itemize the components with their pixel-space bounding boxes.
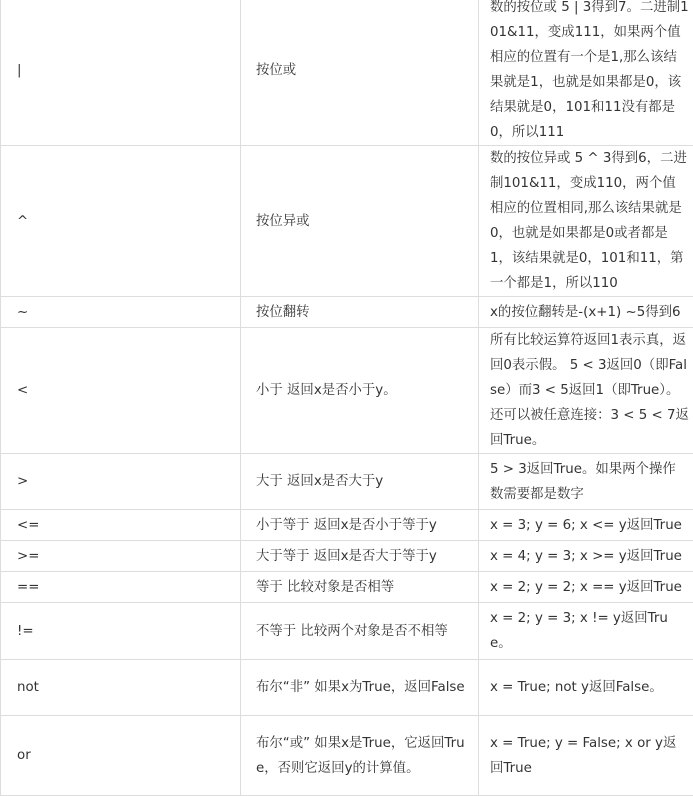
table-row [1,328,693,454]
description-cell: 布尔“非” 如果x为True，返回False [241,660,479,716]
table-row [1,572,693,603]
table-row [1,541,693,572]
table-row [1,603,693,660]
description-cell: 大于 返回x是否大于y [241,454,479,510]
description-cell: 小于等于 返回x是否小于等于y [241,510,479,541]
example-cell: x = 3; y = 6; x <= y返回True [479,510,693,541]
operator-cell: ~ [1,297,241,328]
description-cell: 不等于 比较两个对象是否不相等 [241,603,479,660]
description-cell: 等于 比较对象是否相等 [241,572,479,603]
example-cell: x = 4; y = 3; x >= y返回True [479,541,693,572]
table-row [1,510,693,541]
description-cell: 大于等于 返回x是否大于等于y [241,541,479,572]
operator-cell: <= [1,510,241,541]
example-cell: x = True; not y返回False。 [479,660,693,716]
table-row [1,297,693,328]
operator-cell: or [1,716,241,796]
description-cell: 布尔“或” 如果x是True，它返回True，否则它返回y的计算值。 [241,716,479,796]
operator-cell: | [1,0,241,146]
operator-cell: != [1,603,241,660]
table-row [1,146,693,297]
example-cell: 数的按位异或 5 ^ 3得到6，二进制101&11，变成110，两个值相应的位置相同,那么该结果就是0，也就是如果都是0或者都是1，该结果就是0，101和11，第一个都是1，所以110 [479,146,693,297]
operator-cell: not [1,660,241,716]
example-cell: x的按位翻转是-(x+1) ~5得到6 [479,297,693,328]
description-cell: 按位翻转 [241,297,479,328]
example-cell: 数的按位或 5 | 3得到7。二进制101&11，变成111，如果两个值相应的位置有一个是1,那么该结果就是1，也就是如果都是0，该结果就是0，101和11没有都是0，所以111 [479,0,693,146]
description-cell: 按位或 [241,0,479,146]
example-cell: x = 2; y = 2; x == y返回True [479,572,693,603]
table-row [1,0,693,146]
example-cell: x = True; y = False; x or y返回True [479,716,693,796]
operator-cell: < [1,328,241,454]
table-row [1,660,693,716]
example-cell: 所有比较运算符返回1表示真，返回0表示假。 5 < 3返回0（即False）而3 < 5返回1（即True）。还可以被任意连接：3 < 5 < 7返回True。 [479,328,693,454]
description-cell: 按位异或 [241,146,479,297]
table-row [1,454,693,510]
description-cell: 小于 返回x是否小于y。 [241,328,479,454]
example-cell: x = 2; y = 3; x != y返回True。 [479,603,693,660]
example-cell: 5 > 3返回True。如果两个操作数需要都是数字 [479,454,693,510]
operator-cell: > [1,454,241,510]
operator-cell: >= [1,541,241,572]
table-row [1,716,693,796]
operator-cell: ^ [1,146,241,297]
operator-cell: == [1,572,241,603]
